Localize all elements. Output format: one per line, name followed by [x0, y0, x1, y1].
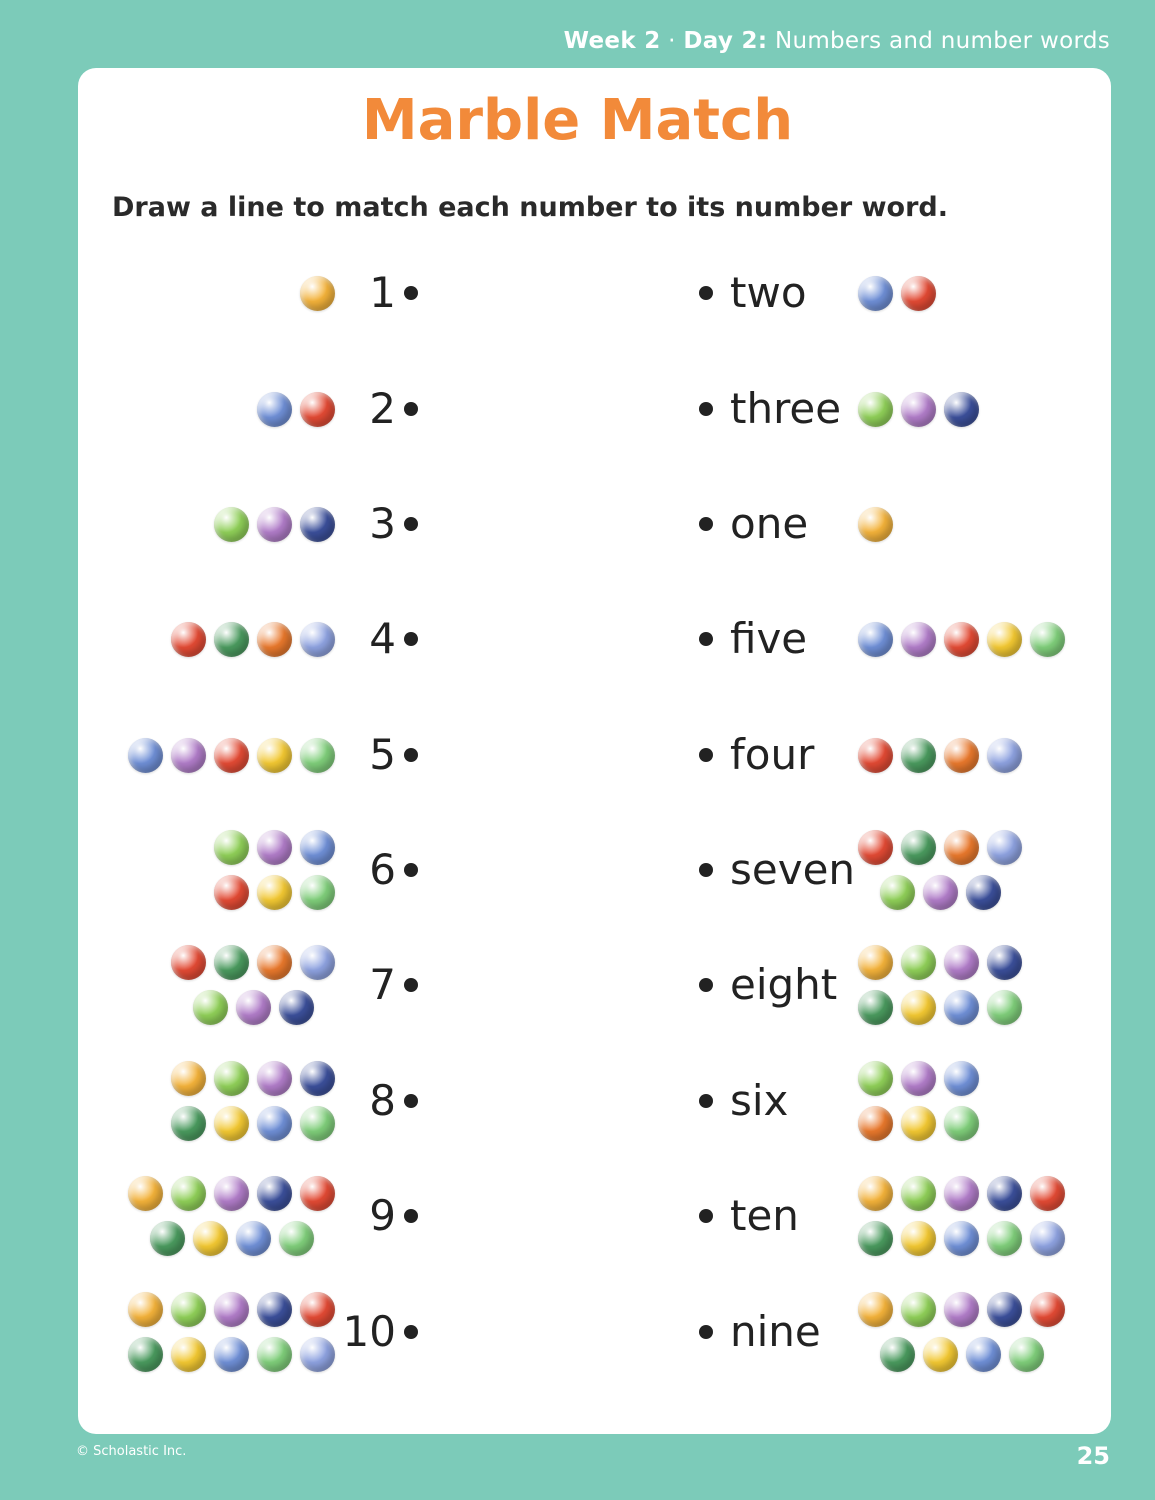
purple-marble-icon: [171, 738, 206, 773]
blue-marble-icon: [128, 738, 163, 773]
lavender-marble-icon: [300, 945, 335, 980]
yellow-marble-icon: [171, 1337, 206, 1372]
word-match-dot[interactable]: [699, 978, 713, 992]
green-marble-icon: [171, 1176, 206, 1211]
purple-marble-icon: [901, 622, 936, 657]
lavender-marble-icon: [300, 1337, 335, 1372]
green-marble-icon: [193, 990, 228, 1025]
number-label: 10: [342, 1307, 396, 1356]
navy-marble-icon: [257, 1292, 292, 1327]
word-match-dot[interactable]: [699, 286, 713, 300]
green-marble-icon: [214, 830, 249, 865]
lime-marble-icon: [1030, 622, 1065, 657]
header-topic: Numbers and number words: [774, 28, 1110, 54]
red-marble-icon: [1030, 1176, 1065, 1211]
flame-marble-icon: [257, 945, 292, 980]
darkgreen-marble-icon: [150, 1221, 185, 1256]
blue-marble-icon: [300, 830, 335, 865]
number-label: 9: [369, 1191, 396, 1240]
green-marble-icon: [880, 875, 915, 910]
number-word-label: two: [730, 268, 807, 317]
red-marble-icon: [901, 276, 936, 311]
red-marble-icon: [300, 1176, 335, 1211]
green-marble-icon: [214, 1061, 249, 1096]
match-row: [0, 820, 1155, 920]
worksheet-title: Marble Match: [361, 88, 794, 153]
red-marble-icon: [1030, 1292, 1065, 1327]
right-marble-group: [858, 589, 1065, 689]
flame-marble-icon: [257, 622, 292, 657]
number-match-dot[interactable]: [404, 1094, 418, 1108]
darkgreen-marble-icon: [858, 1221, 893, 1256]
navy-marble-icon: [300, 1061, 335, 1096]
navy-marble-icon: [987, 1292, 1022, 1327]
orange-marble-icon: [171, 1061, 206, 1096]
number-label: 8: [369, 1076, 396, 1125]
word-match-dot[interactable]: [699, 863, 713, 877]
blue-marble-icon: [236, 1221, 271, 1256]
purple-marble-icon: [257, 830, 292, 865]
purple-marble-icon: [944, 945, 979, 980]
yellow-marble-icon: [923, 1337, 958, 1372]
match-row: [0, 935, 1155, 1035]
match-row: [0, 474, 1155, 574]
left-marble-group: [257, 359, 335, 459]
right-marble-group: [858, 359, 979, 459]
header-day: Day 2:: [683, 28, 768, 54]
blue-marble-icon: [944, 1061, 979, 1096]
left-marble-group: [128, 705, 335, 805]
green-marble-icon: [901, 1292, 936, 1327]
navy-marble-icon: [966, 875, 1001, 910]
blue-marble-icon: [966, 1337, 1001, 1372]
orange-marble-icon: [858, 1176, 893, 1211]
blue-marble-icon: [257, 392, 292, 427]
orange-marble-icon: [128, 1292, 163, 1327]
worksheet-instructions: Draw a line to match each number to its number word.: [112, 192, 948, 223]
number-match-dot[interactable]: [404, 978, 418, 992]
number-word-label: three: [730, 384, 842, 433]
purple-marble-icon: [901, 392, 936, 427]
number-word-label: ten: [730, 1191, 799, 1240]
darkgreen-marble-icon: [901, 830, 936, 865]
number-label: 2: [369, 384, 396, 433]
right-marble-group: [858, 820, 1022, 920]
page-number: 25: [1076, 1442, 1110, 1470]
word-match-dot[interactable]: [699, 632, 713, 646]
number-match-dot[interactable]: [404, 1209, 418, 1223]
number-match-dot[interactable]: [404, 286, 418, 300]
yellow-marble-icon: [901, 1106, 936, 1141]
lavender-marble-icon: [300, 622, 335, 657]
left-marble-group: [214, 820, 335, 920]
word-match-dot[interactable]: [699, 517, 713, 531]
word-match-dot[interactable]: [699, 1325, 713, 1339]
darkgreen-marble-icon: [214, 945, 249, 980]
blue-marble-icon: [858, 622, 893, 657]
left-marble-group: [128, 1166, 335, 1266]
darkgreen-marble-icon: [880, 1337, 915, 1372]
red-marble-icon: [300, 1292, 335, 1327]
red-marble-icon: [858, 738, 893, 773]
match-row: [0, 1166, 1155, 1266]
number-word-label: four: [730, 730, 815, 779]
match-row: [0, 1282, 1155, 1382]
left-marble-group: [300, 243, 335, 343]
left-marble-group: [171, 1051, 335, 1151]
match-row: [0, 243, 1155, 343]
navy-marble-icon: [944, 392, 979, 427]
orange-marble-icon: [300, 276, 335, 311]
purple-marble-icon: [214, 1292, 249, 1327]
blue-marble-icon: [944, 990, 979, 1025]
orange-marble-icon: [858, 945, 893, 980]
darkgreen-marble-icon: [901, 738, 936, 773]
yellow-marble-icon: [257, 738, 292, 773]
header-separator: ·: [668, 28, 676, 54]
number-label: 7: [369, 960, 396, 1009]
number-label: 4: [369, 614, 396, 663]
right-marble-group: [858, 705, 1022, 805]
green-marble-icon: [858, 392, 893, 427]
number-word-label: nine: [730, 1307, 821, 1356]
lime-marble-icon: [1009, 1337, 1044, 1372]
red-marble-icon: [214, 738, 249, 773]
purple-marble-icon: [901, 1061, 936, 1096]
match-row: [0, 589, 1155, 689]
word-match-dot[interactable]: [699, 1094, 713, 1108]
right-marble-group: [858, 935, 1022, 1035]
lime-marble-icon: [987, 990, 1022, 1025]
number-word-label: eight: [730, 960, 838, 1009]
purple-marble-icon: [257, 507, 292, 542]
green-marble-icon: [214, 507, 249, 542]
purple-marble-icon: [944, 1292, 979, 1327]
right-marble-group: [858, 1051, 979, 1151]
navy-marble-icon: [987, 945, 1022, 980]
number-label: 6: [369, 845, 396, 894]
yellow-marble-icon: [257, 875, 292, 910]
number-word-label: five: [730, 614, 808, 663]
number-match-dot[interactable]: [404, 517, 418, 531]
page-header: [564, 28, 1110, 54]
orange-marble-icon: [128, 1176, 163, 1211]
purple-marble-icon: [236, 990, 271, 1025]
right-marble-group: [858, 1166, 1065, 1266]
match-row: [0, 359, 1155, 459]
match-row: [0, 1051, 1155, 1151]
number-word-label: one: [730, 499, 809, 548]
lime-marble-icon: [300, 875, 335, 910]
darkgreen-marble-icon: [128, 1337, 163, 1372]
orange-marble-icon: [858, 1292, 893, 1327]
right-marble-group: [858, 474, 893, 574]
navy-marble-icon: [300, 507, 335, 542]
yellow-marble-icon: [901, 990, 936, 1025]
orange-marble-icon: [858, 507, 893, 542]
right-marble-group: [858, 1282, 1065, 1382]
purple-marble-icon: [923, 875, 958, 910]
purple-marble-icon: [944, 1176, 979, 1211]
purple-marble-icon: [257, 1061, 292, 1096]
red-marble-icon: [214, 875, 249, 910]
darkgreen-marble-icon: [171, 1106, 206, 1141]
lime-marble-icon: [300, 1106, 335, 1141]
green-marble-icon: [171, 1292, 206, 1327]
navy-marble-icon: [987, 1176, 1022, 1211]
number-word-label: six: [730, 1076, 789, 1125]
number-label: 1: [369, 268, 396, 317]
green-marble-icon: [901, 945, 936, 980]
red-marble-icon: [300, 392, 335, 427]
number-label: 5: [369, 730, 396, 779]
blue-marble-icon: [858, 276, 893, 311]
blue-marble-icon: [944, 1221, 979, 1256]
number-match-dot[interactable]: [404, 748, 418, 762]
yellow-marble-icon: [193, 1221, 228, 1256]
number-match-dot[interactable]: [404, 632, 418, 646]
header-week: Week 2: [563, 28, 661, 54]
yellow-marble-icon: [214, 1106, 249, 1141]
left-marble-group: [128, 1282, 335, 1382]
blue-marble-icon: [257, 1106, 292, 1141]
number-label: 3: [369, 499, 396, 548]
number-word-label: seven: [730, 845, 856, 894]
blue-marble-icon: [214, 1337, 249, 1372]
darkgreen-marble-icon: [858, 990, 893, 1025]
flame-marble-icon: [944, 830, 979, 865]
lavender-marble-icon: [1030, 1221, 1065, 1256]
purple-marble-icon: [214, 1176, 249, 1211]
yellow-marble-icon: [901, 1221, 936, 1256]
lime-marble-icon: [257, 1337, 292, 1372]
darkgreen-marble-icon: [214, 622, 249, 657]
green-marble-icon: [858, 1061, 893, 1096]
left-marble-group: [214, 474, 335, 574]
number-match-dot[interactable]: [404, 402, 418, 416]
red-marble-icon: [171, 945, 206, 980]
word-match-dot[interactable]: [699, 402, 713, 416]
flame-marble-icon: [858, 1106, 893, 1141]
red-marble-icon: [944, 622, 979, 657]
flame-marble-icon: [944, 738, 979, 773]
right-marble-group: [858, 243, 936, 343]
lavender-marble-icon: [987, 830, 1022, 865]
red-marble-icon: [171, 622, 206, 657]
copyright-text: © Scholastic Inc.: [76, 1444, 187, 1459]
red-marble-icon: [858, 830, 893, 865]
navy-marble-icon: [257, 1176, 292, 1211]
left-marble-group: [171, 935, 335, 1035]
lime-marble-icon: [300, 738, 335, 773]
yellow-marble-icon: [987, 622, 1022, 657]
word-match-dot[interactable]: [699, 748, 713, 762]
lavender-marble-icon: [987, 738, 1022, 773]
green-marble-icon: [901, 1176, 936, 1211]
number-match-dot[interactable]: [404, 863, 418, 877]
word-match-dot[interactable]: [699, 1209, 713, 1223]
lime-marble-icon: [279, 1221, 314, 1256]
navy-marble-icon: [279, 990, 314, 1025]
lime-marble-icon: [944, 1106, 979, 1141]
match-row: [0, 705, 1155, 805]
left-marble-group: [171, 589, 335, 689]
number-match-dot[interactable]: [404, 1325, 418, 1339]
lime-marble-icon: [987, 1221, 1022, 1256]
